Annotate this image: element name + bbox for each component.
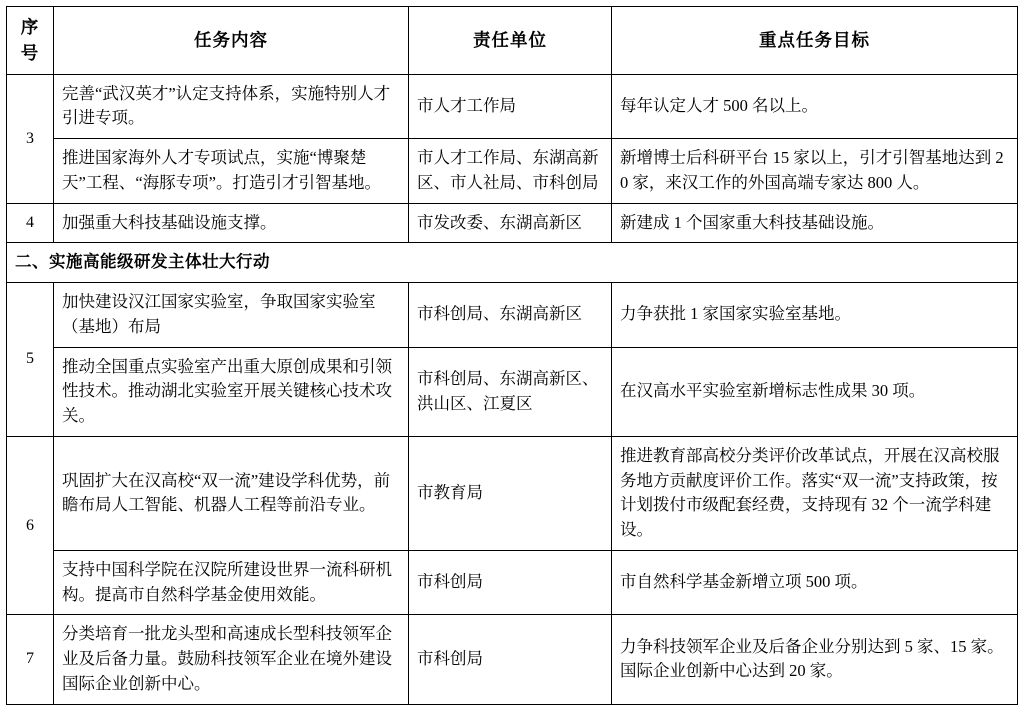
- column-header-task: 任务内容: [54, 7, 409, 75]
- row-index: 4: [7, 203, 54, 243]
- section-row: [7, 243, 1018, 283]
- table-row: [7, 436, 1018, 550]
- row-task: 支持中国科学院在汉院所建设世界一流科研机构。提高市自然科学基金使用效能。: [54, 550, 409, 615]
- row-unit: 市教育局: [409, 436, 612, 550]
- row-unit: 市科创局: [409, 550, 612, 615]
- row-unit: 市科创局: [409, 615, 612, 704]
- row-task: 巩固扩大在汉高校“双一流”建设学科优势，前瞻布局人工智能、机器人工程等前沿专业。: [54, 436, 409, 550]
- section-title: 二、实施高能级研发主体壮大行动: [7, 243, 1018, 283]
- row-index: 5: [7, 283, 54, 437]
- table-row: [7, 347, 1018, 436]
- row-task: 完善“武汉英才”认定支持体系，实施特别人才引进专项。: [54, 74, 409, 139]
- row-task: 推动全国重点实验室产出重大原创成果和引领性技术。推动湖北实验室开展关键核心技术攻关。: [54, 347, 409, 436]
- row-task: 加强重大科技基础设施支撑。: [54, 203, 409, 243]
- row-goal: 新建成 1 个国家重大科技基础设施。: [612, 203, 1018, 243]
- row-index: 7: [7, 615, 54, 704]
- table-header-row: [7, 7, 1018, 75]
- row-task: 分类培育一批龙头型和高速成长型科技领军企业及后备力量。鼓励科技领军企业在境外建设国际企业创新中心。: [54, 615, 409, 704]
- row-task: 推进国家海外人才专项试点，实施“博聚楚天”工程、“海豚专项”。打造引才引智基地。: [54, 139, 409, 204]
- row-goal: 每年认定人才 500 名以上。: [612, 74, 1018, 139]
- row-index: 6: [7, 436, 54, 615]
- row-index: 3: [7, 74, 54, 203]
- row-goal: 在汉高水平实验室新增标志性成果 30 项。: [612, 347, 1018, 436]
- row-unit: 市发改委、东湖高新区: [409, 203, 612, 243]
- table-row: [7, 74, 1018, 139]
- column-header-index: 序号: [7, 7, 54, 75]
- row-goal: 新增博士后科研平台 15 家以上，引才引智基地达到 20 家，来汉工作的外国高端专家达 800 人。: [612, 139, 1018, 204]
- row-unit: 市科创局、东湖高新区: [409, 283, 612, 348]
- row-unit: 市科创局、东湖高新区、洪山区、江夏区: [409, 347, 612, 436]
- row-task: 加快建设汉江国家实验室，争取国家实验室（基地）布局: [54, 283, 409, 348]
- row-goal: 推进教育部高校分类评价改革试点，开展在汉高校服务地方贡献度评价工作。落实“双一流”支持政策，按计划拨付市级配套经费，支持现有 32 个一流学科建设。: [612, 436, 1018, 550]
- table-row: [7, 203, 1018, 243]
- table-row: [7, 615, 1018, 704]
- table-row: [7, 139, 1018, 204]
- column-header-goal: 重点任务目标: [612, 7, 1018, 75]
- table-row: [7, 283, 1018, 348]
- row-unit: 市人才工作局、东湖高新区、市人社局、市科创局: [409, 139, 612, 204]
- row-goal: 市自然科学基金新增立项 500 项。: [612, 550, 1018, 615]
- row-goal: 力争获批 1 家国家实验室基地。: [612, 283, 1018, 348]
- column-header-unit: 责任单位: [409, 7, 612, 75]
- task-table: [6, 6, 1018, 705]
- row-goal: 力争科技领军企业及后备企业分别达到 5 家、15 家。国际企业创新中心达到 20 家。: [612, 615, 1018, 704]
- row-unit: 市人才工作局: [409, 74, 612, 139]
- table-row: [7, 550, 1018, 615]
